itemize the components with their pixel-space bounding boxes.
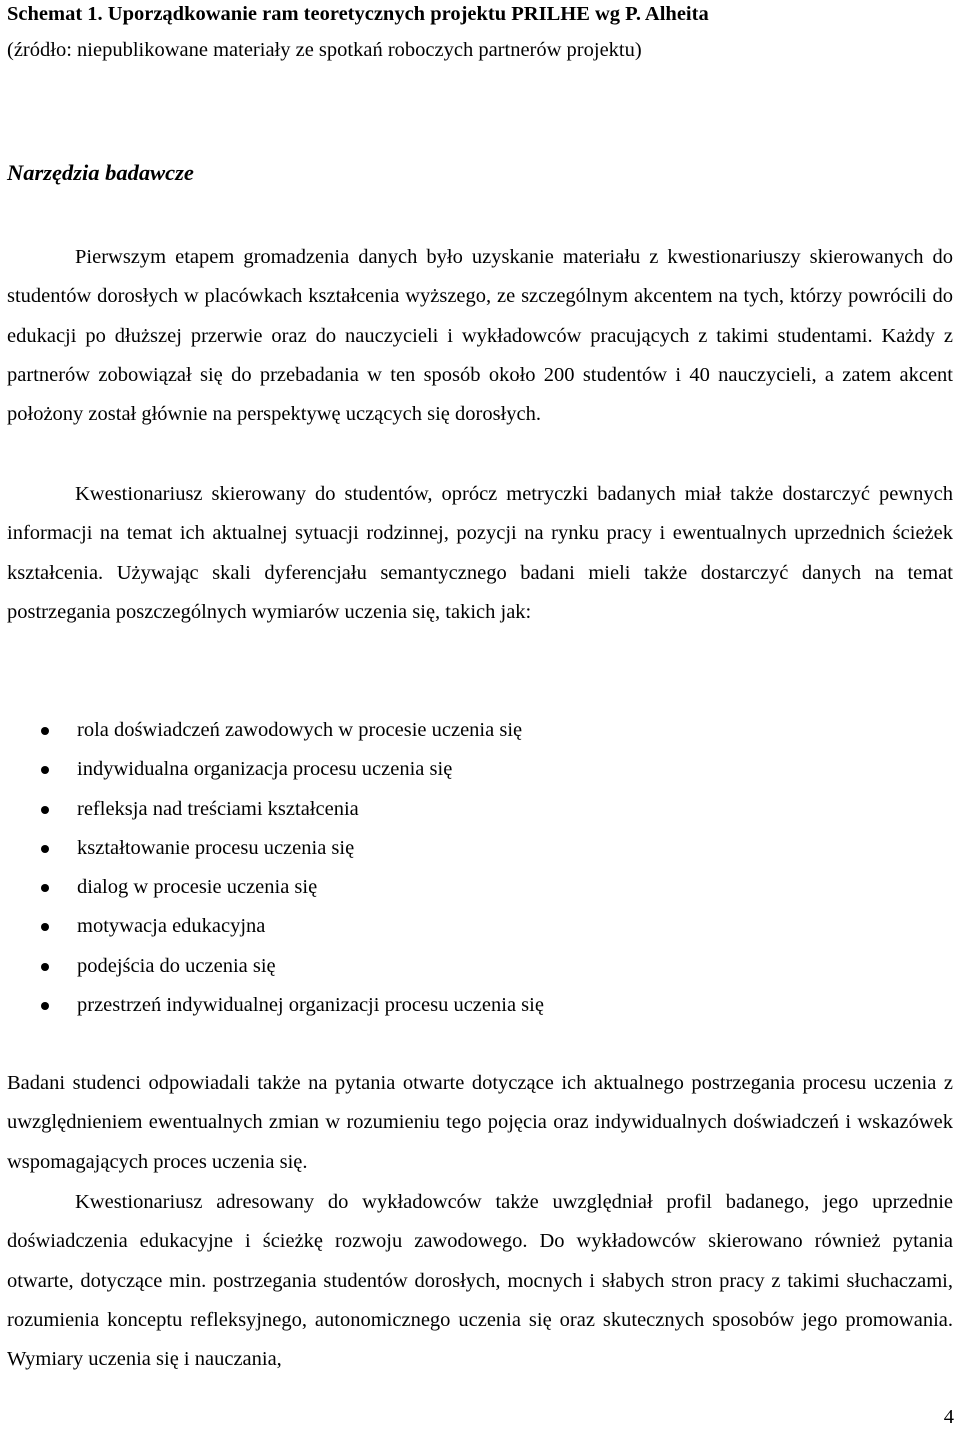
bullet-dot-icon (41, 806, 49, 814)
figure-caption-source: (źródło: niepublikowane materiały ze spotkań roboczych partnerów projektu) (7, 39, 642, 61)
bullet-dot-icon (41, 845, 49, 853)
list-item: przestrzeń indywidualnej organizacji procesu uczenia się (0, 986, 960, 1025)
section-heading: Narzędzia badawcze (7, 160, 194, 185)
paragraph-student-questionnaire: Kwestionariusz skierowany do studentów, oprócz metryczki badanych miał także dostarczyć pewnych informacji na temat ich aktualnej sytuacji rodzinnej, pozycji na rynku pracy i ewentualnych uprzednich ścieżek kształcenia. Używając skali dyferencjału semantycznego badani mieli także dostarczyć danych na temat postrzegania poszczególnych wymiarów uczenia się, takich jak: (7, 483, 953, 623)
paragraph-research-tools: Pierwszym etapem gromadzenia danych było uzyskanie materiału z kwestionariuszy skierowanych do studentów dorosłych w placówkach kształcenia wyższego, ze szczególnym akcentem na tych, którzy powrócili do edukacji po dłuższej przerwie oraz do nauczycieli i wykładowców pracujących z takimi studentami. Każdy z partnerów zobowiązał się do przebadania w ten sposób około 200 studentów i 40 nauczycieli, a zatem akcent położony został głównie na perspektywę uczących się dorosłych. (7, 246, 953, 426)
bullet-dot-icon (41, 766, 49, 774)
bullet-dot-icon (41, 884, 49, 892)
list-item: motywacja edukacyjna (0, 907, 960, 946)
list-item: dialog w procesie uczenia się (0, 868, 960, 907)
list-item: podejścia do uczenia się (0, 947, 960, 986)
paragraph-open-questions: Badani studenci odpowiadali także na pytania otwarte dotyczące ich aktualnego postrzegania procesu uczenia z uwzględnieniem ewentualnych zmian w rozumieniu tego pojęcia oraz indywidualnych doświadczeń i wskazówek wspomagających proces uczenia się. (7, 1072, 953, 1173)
bullet-dot-icon (41, 727, 49, 735)
list-item: refleksja nad treściami kształcenia (0, 790, 960, 829)
bullet-dot-icon (41, 963, 49, 971)
list-item: kształtowanie procesu uczenia się (0, 829, 960, 868)
figure-caption (7, 0, 957, 28)
page-number: 4 (943, 1406, 954, 1428)
paragraph-lecturer-questionnaire: Kwestionariusz adresowany do wykładowców także uwzględniał profil badanego, jego uprzednie doświadczenia edukacyjne i ścieżkę rozwoju zawodowego. Do wykładowców skierowano również pytania otwarte, dotyczące min. postrzegania studentów dorosłych, mocnych i słabych stron pracy z takimi słuchaczami, rozumienia konceptu refleksyjnego, autonomicznego uczenia się oraz skutecznych sposobów jego promowania. Wymiary uczenia się i nauczania, (7, 1191, 953, 1371)
list-item: rola doświadczeń zawodowych w procesie uczenia się (0, 711, 960, 750)
bullet-dot-icon (41, 1002, 49, 1010)
bullet-dot-icon (41, 923, 49, 931)
figure-caption-label: Schemat 1. Uporządkowanie ram teoretycznych projektu PRILHE wg P. Alheita (7, 3, 709, 25)
list-item: indywidualna organizacja procesu uczenia się (0, 750, 960, 789)
learning-dimensions-list (0, 711, 960, 1025)
